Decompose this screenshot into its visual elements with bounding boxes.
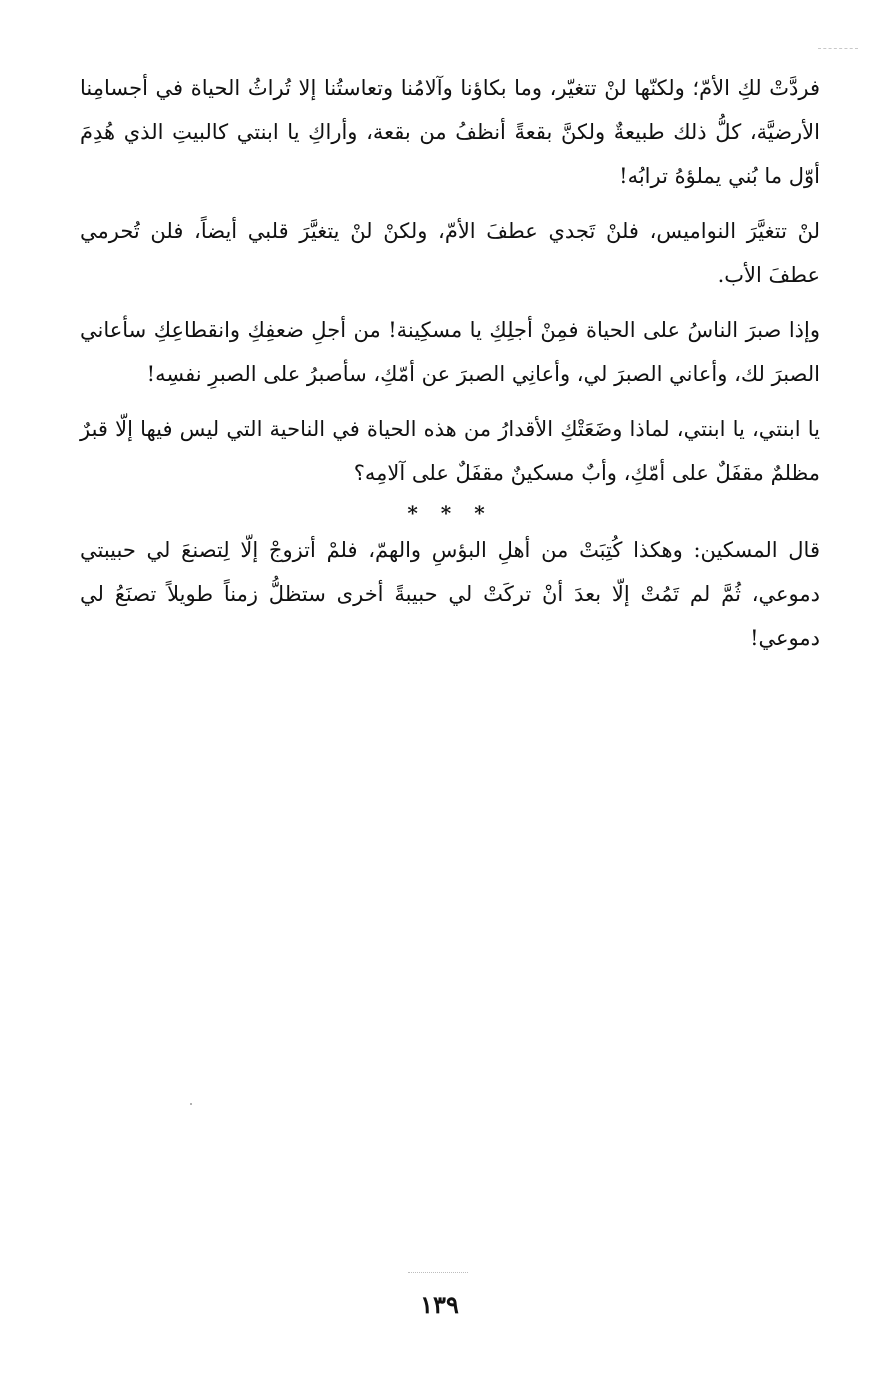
scan-artifact-top bbox=[818, 48, 858, 49]
paragraph-2: لنْ تتغيَّرَ النواميس، فلنْ تَجدي عطفَ الأمّ، ولكنْ لنْ يتغيَّرَ قلبي أيضاً، فلن تُحرمي عطفَ الأب. bbox=[80, 219, 820, 287]
paragraph-5: قال المسكين: وهكذا كُتِبَتْ من أهلِ البؤسِ والهمّ، فلمْ أتزوجْ إلّا لِتصنعَ لي حبيبتي دموعي، ثُمَّ لم تَمُتْ إلّا بعدَ أنْ تركَتْ لي حبيبةً أخرى ستظلُّ زمناً طويلاً تصنَعُ لي دموعي! bbox=[80, 538, 820, 650]
paragraph-4: يا ابنتي، يا ابنتي، لماذا وضَعَتْكِ الأقدارُ من هذه الحياة في الناحية التي ليس فيها إلّا قبرٌ مظلمٌ مقفَلٌ على أمّكِ، وأبٌ مسكينٌ مقفَلٌ على آلامِه؟ bbox=[80, 417, 820, 485]
scan-speck bbox=[190, 1103, 192, 1105]
page-number: ١٣٩ bbox=[420, 1290, 459, 1319]
paragraph-1: فردَّتْ لكِ الأمّ؛ ولكنّها لنْ تتغيّر، وما بكاؤنا وآلامُنا وتعاستُنا إلا تُراثُ الحياة في أجسامِنا الأرضيَّة، كلُّ ذلك طبيعةٌ ولكنَّ بقعةً أنظفُ من بقعة، وأراكِ يا ابنتي كالبيتِ الذي هُدِمَ أوّل ما بُني يملؤهُ ترابُه! bbox=[80, 76, 820, 188]
section-separator: * * * bbox=[407, 501, 493, 525]
paragraph-3: وإذا صبرَ الناسُ على الحياة فمِنْ أجلِكِ يا مسكِينة! من أجلِ ضعفِكِ وانقطاعِكِ سأعاني الصبرَ لك، وأعاني الصبرَ لي، وأعانِي الصبرَ عن أمّكِ، سأصبرُ على الصبرِ نفسِه! bbox=[80, 318, 820, 386]
scan-artifact-bottom bbox=[408, 1272, 468, 1273]
page-body bbox=[80, 66, 820, 671]
